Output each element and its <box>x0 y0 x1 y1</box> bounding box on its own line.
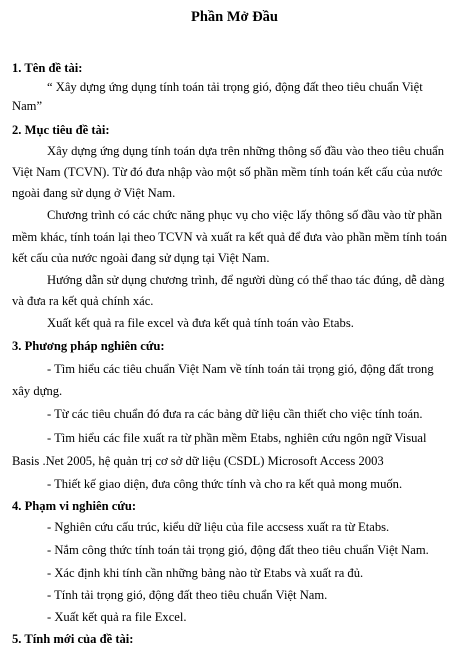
list-item: - Xác định khi tính cần những bảng nào từ Etabs và xuất ra đủ. <box>47 566 364 580</box>
list-item: - Tính tải trọng gió, động đất theo tiêu chuẩn Việt Nam. <box>47 588 328 602</box>
paragraph-line: “ Xây dựng ứng dụng tính toán tải trọng gió, động đất theo tiêu chuẩn Việt <box>47 80 423 94</box>
list-item: - Nghiên cứu cấu trúc, kiểu dữ liệu của file accsess xuất ra từ Etabs. <box>47 520 390 534</box>
list-item: - Tìm hiểu các tiêu chuẩn Việt Nam về tính toán tải trọng gió, động đất trong <box>47 362 434 376</box>
paragraph-line: Nam” <box>12 99 43 113</box>
paragraph-line: mềm khác, tính toán lại theo TCVN và xuất ra kết quả để đưa vào phần mềm tính toán <box>12 230 448 244</box>
paragraph-line: kết cấu của nước ngoài đang sử dụng tại Việt Nam. <box>12 251 270 265</box>
paragraph-line: Việt Nam (TCVN). Từ đó đưa nhập vào một số phần mềm tính toán kết cấu của nước <box>12 165 443 179</box>
list-item: - Xuất kết quả ra file Excel. <box>47 610 187 624</box>
section-heading-objectives: 2. Mục tiêu đề tài: <box>12 123 110 137</box>
list-item: - Tìm hiểu các file xuất ra từ phần mềm Etabs, nghiên cứu ngôn ngữ Visual <box>47 431 427 445</box>
section-heading-methodology: 3. Phương pháp nghiên cứu: <box>12 339 165 353</box>
section-heading-novelty: 5. Tính mới của đề tài: <box>12 632 134 646</box>
list-item: Basis .Net 2005, hệ quản trị cơ sở dữ liệu (CSDL) Microsoft Access 2003 <box>12 454 384 468</box>
list-item: - Nắm công thức tính toán tải trọng gió, động đất theo tiêu chuẩn Việt Nam. <box>47 543 429 557</box>
paragraph-line: và đưa ra kết quả chính xác. <box>12 294 154 308</box>
paragraph-line: Chương trình có các chức năng phục vụ cho việc lấy thông số đầu vào từ phần <box>47 208 443 222</box>
paragraph-line: Hướng dẫn sử dụng chương trình, để người dùng có thể thao tác đúng, dễ dàng <box>47 273 445 287</box>
page-title: Phần Mở Đầu <box>191 9 278 25</box>
paragraph-line: Xuất kết quả ra file excel và đưa kết quả tính toán vào Etabs. <box>47 316 354 330</box>
section-heading-topic: 1. Tên đề tài: <box>12 61 83 75</box>
list-item: xây dựng. <box>12 384 63 398</box>
list-item: - Từ các tiêu chuẩn đó đưa ra các bảng dữ liệu cần thiết cho việc tính toán. <box>47 407 423 421</box>
paragraph-line: ngoài đang sử dụng ở Việt Nam. <box>12 186 176 200</box>
section-heading-scope: 4. Phạm vi nghiên cứu: <box>12 499 137 513</box>
paragraph-line: Xây dựng ứng dụng tính toán dựa trên những thông số đầu vào theo tiêu chuẩn <box>47 144 444 158</box>
list-item: - Thiết kế giao diện, đưa công thức tính và cho ra kết quả mong muốn. <box>47 477 403 491</box>
